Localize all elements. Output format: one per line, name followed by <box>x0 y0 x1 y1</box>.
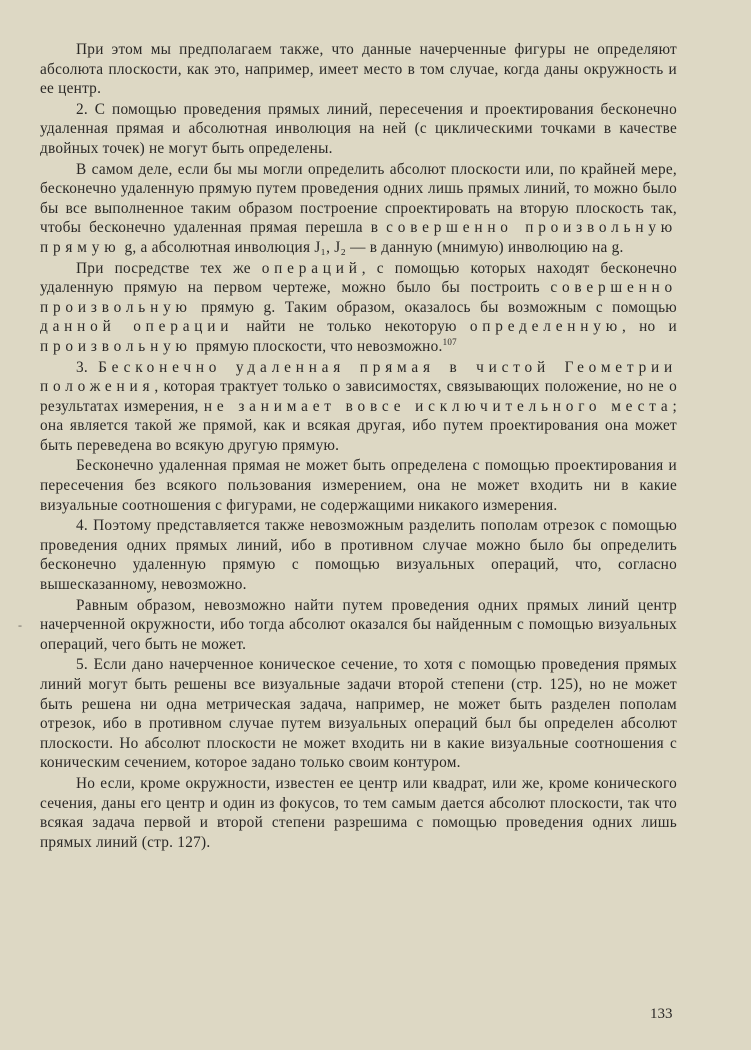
margin-dash: - <box>18 618 22 632</box>
spaced-emphasis: не занимает вовсе исключительного места <box>203 397 673 415</box>
text-run: При посредстве тех же <box>76 259 262 277</box>
spaced-emphasis: совершенно произвольную прямую <box>40 219 677 256</box>
text-run: , которая трактует только о зависимостях, связывающих положение, но не о результатах измерения, <box>40 378 677 415</box>
spaced-emphasis: данной операции <box>40 318 234 336</box>
paragraph <box>40 596 677 655</box>
text-run: 2. С помощью проведения прямых линий, пересечения и проектирования бесконечно удаленная прямая и абсолютная инволюция на ней (с циклическими точками в качестве двойных точек) не могут быть определены. <box>40 100 677 157</box>
paragraph <box>40 456 677 515</box>
text-run: прямую плоскости, что невозможно. <box>191 337 443 355</box>
spaced-emphasis: произвольную <box>40 337 192 355</box>
paragraph <box>40 160 677 258</box>
spaced-emphasis: совершенно произвольную <box>40 279 677 316</box>
paragraph <box>40 259 677 357</box>
text-run: ; она является такой же прямой, как и всякая другая, ибо путем проектирования она может быть переведена во всякую другую прямую. <box>40 397 677 454</box>
text-run: прямую g. Таким образом, оказалось бы возможным с помощью <box>191 298 677 316</box>
text-run: В самом деле, если бы мы могли определить абсолют плоскости или, по крайней мере, бесконечно удаленную прямую путем проведения одних лишь прямых линий, то можно было бы все выполненное таким образом построение спроектировать на вторую плоскость так, чтобы бесконечно удаленная прямая перешла в <box>40 160 677 237</box>
text-run: Бесконечно удаленная прямая не может быть определена с помощью проектирования и пересечения без всякого пользования измерением, она не может входить ни в какие визуальные соотношения с фигурами, не содержащими никакого измерения. <box>40 457 677 514</box>
text-run: Равным образом, невозможно найти путем проведения одних прямых линий центр начерченной окружности, ибо тогда абсолют оказался бы найденным с помощью визуальных операций, чего быть не может. <box>40 596 677 653</box>
spaced-emphasis: операций <box>261 259 362 277</box>
paragraph <box>40 40 677 99</box>
paragraph <box>40 774 677 852</box>
text-run: 3. <box>76 358 99 376</box>
text-run: 4. Поэтому представляется также невозможным разделить пополам отрезок с помощью проведения одних прямых линий, ибо в противном случае можно было бы определить бесконечно удаленную прямую с помощью визуальных операций, что, согласно вышесказанному, невозможно. <box>40 517 677 594</box>
text-run: , но и <box>621 318 677 336</box>
text-run: 5. Если дано начерченное коническое сечение, то хотя с помощью проведения прямых линий могут быть решены все визуальные задачи второй степени (стр. 125), но не может быть решена ни одна метрическая задача, например, не может быть разделен пополам отрезок, ибо в противном случае путем визуальных операций был бы определен абсолют плоскости. Но абсолют плоскости не может входить ни в какие визуальные соотношения с коническим сечением, которое задано только своим контуром. <box>40 656 677 772</box>
text-run: g, а абсолютная инволюция J₁, J₂ — в данную (мнимую) инволюцию на g. <box>120 238 624 256</box>
page-text <box>40 40 677 853</box>
text-run: , с помощью которых находят бесконечно удаленную прямую на первом чертеже, можно было бы построить <box>40 259 677 297</box>
text-run: найти не только некоторую <box>233 318 470 336</box>
paragraph <box>40 516 677 594</box>
text-run: Но если, кроме окружности, известен ее центр или квадрат, или же, кроме конического сечения, даны его центр и один из фокусов, то тем самым дается абсолют плоскости, так что всякая задача первой и второй степени разрешима с помощью проведения одних лишь прямых линий (стр. 127). <box>40 774 677 851</box>
paragraph <box>40 358 677 456</box>
text-run: При этом мы предполагаем также, что данные начерченные фигуры не определяют абсолюта плоскости, как это, например, имеет место в том случае, когда даны окружность и ее центр. <box>40 41 677 98</box>
spaced-emphasis: определенную <box>469 318 622 336</box>
spaced-emphasis: Бесконечно удаленная прямая в чистой Геометрии положения <box>40 358 677 396</box>
page-number: 133 <box>650 1006 673 1022</box>
paragraph <box>40 100 677 159</box>
footnote-ref: 107 <box>442 336 457 347</box>
paragraph <box>40 655 677 773</box>
